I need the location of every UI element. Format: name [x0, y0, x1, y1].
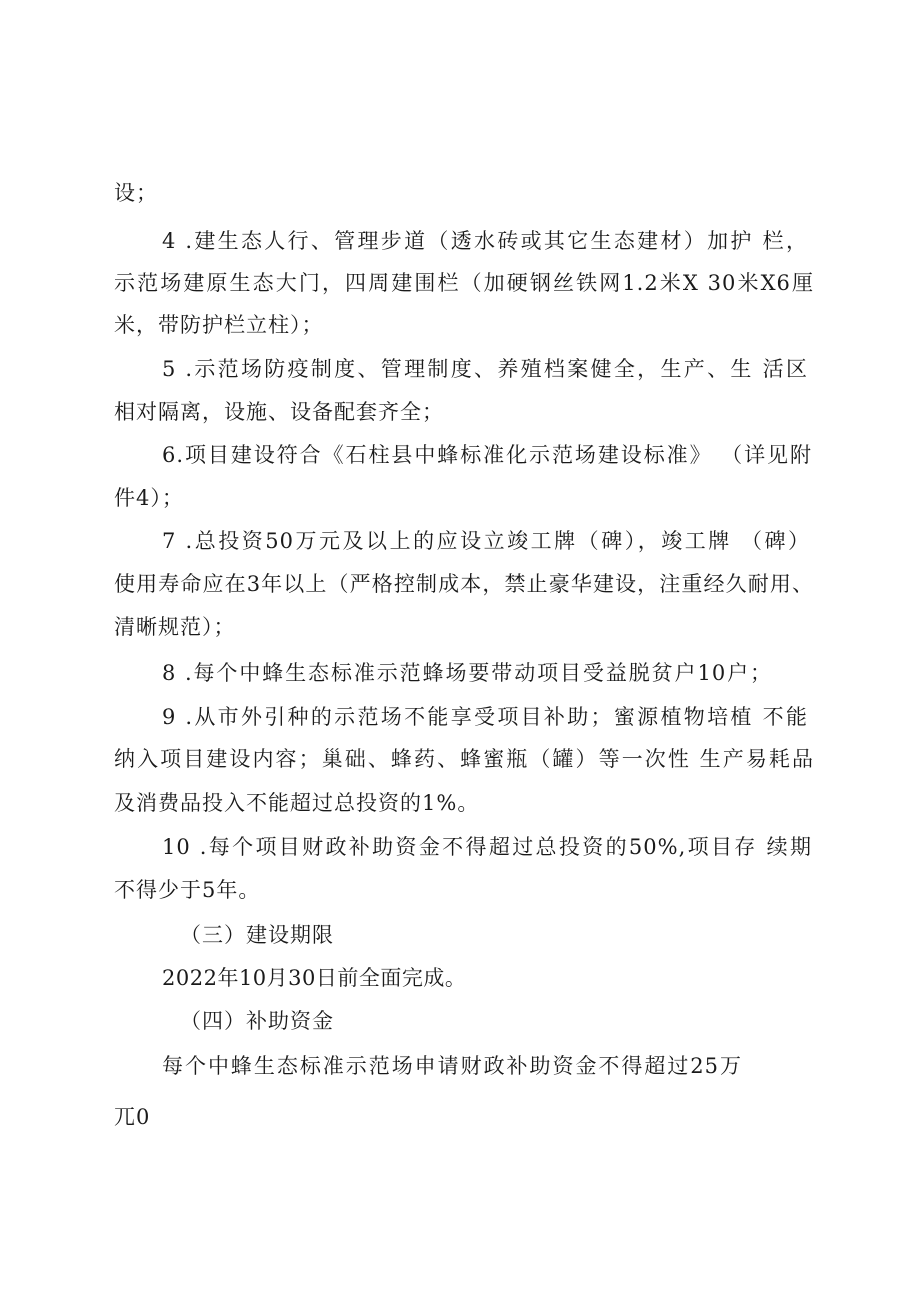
section-heading-funding: （四）补助资金	[180, 1009, 334, 1033]
item-7-line-1: 7 .总投资50万元及以上的应设立竣工牌（碑），竣工牌 （碑）	[162, 529, 810, 553]
item-4-line-2: 示范场建原生态大门，四周建围栏（加硬钢丝铁网1.2米X 30米X6厘	[114, 271, 814, 295]
funding-text-line-1: 每个中蜂生态标准示范场申请财政补助资金不得超过25万	[162, 1054, 742, 1078]
item-10-line-1: 10 .每个项目财政补助资金不得超过总投资的50%,项目存 续期	[162, 835, 812, 859]
item-6-line-1: 6.项目建设符合《石柱县中蜂标准化示范场建设标准》 （详见附	[162, 443, 812, 467]
item-9-line-1: 9 .从市外引种的示范场不能享受项目补助；蜜源植物培植 不能	[162, 705, 808, 729]
period-text: 2022年10月30日前全面完成。	[162, 966, 467, 990]
item-9-line-3: 及消费品投入不能超过总投资的1%。	[114, 791, 480, 815]
item-6-line-2: 件4）；	[114, 486, 184, 510]
item-10-line-2: 不得少于5年。	[114, 878, 261, 902]
section-heading-period: （三）建设期限	[180, 923, 334, 947]
item-9-line-2: 纳入项目建设内容；巢础、蜂药、蜂蜜瓶（罐）等一次性 生产易耗品	[114, 747, 814, 771]
text-line: 设；	[114, 181, 158, 205]
item-7-line-3: 清晰规范）；	[114, 615, 236, 639]
item-5-line-1: 5 .示范场防疫制度、管理制度、养殖档案健全，生产、生 活区	[162, 357, 808, 381]
item-7-line-2: 使用寿命应在3年以上（严格控制成本，禁止豪华建设，注重经久耐用、	[114, 572, 814, 596]
item-5-line-2: 相对隔离，设施、设备配套齐全；	[114, 400, 444, 424]
item-8-line-1: 8 .每个中蜂生态标准示范蜂场要带动项目受益脱贫户10户；	[162, 661, 772, 685]
funding-text-line-2: 兀0	[114, 1105, 151, 1129]
item-4-line-1: 4 .建生态人行、管理步道（透水砖或其它生态建材）加护 栏，	[162, 229, 808, 253]
item-4-line-3: 米，带防护栏立柱）；	[114, 313, 324, 337]
